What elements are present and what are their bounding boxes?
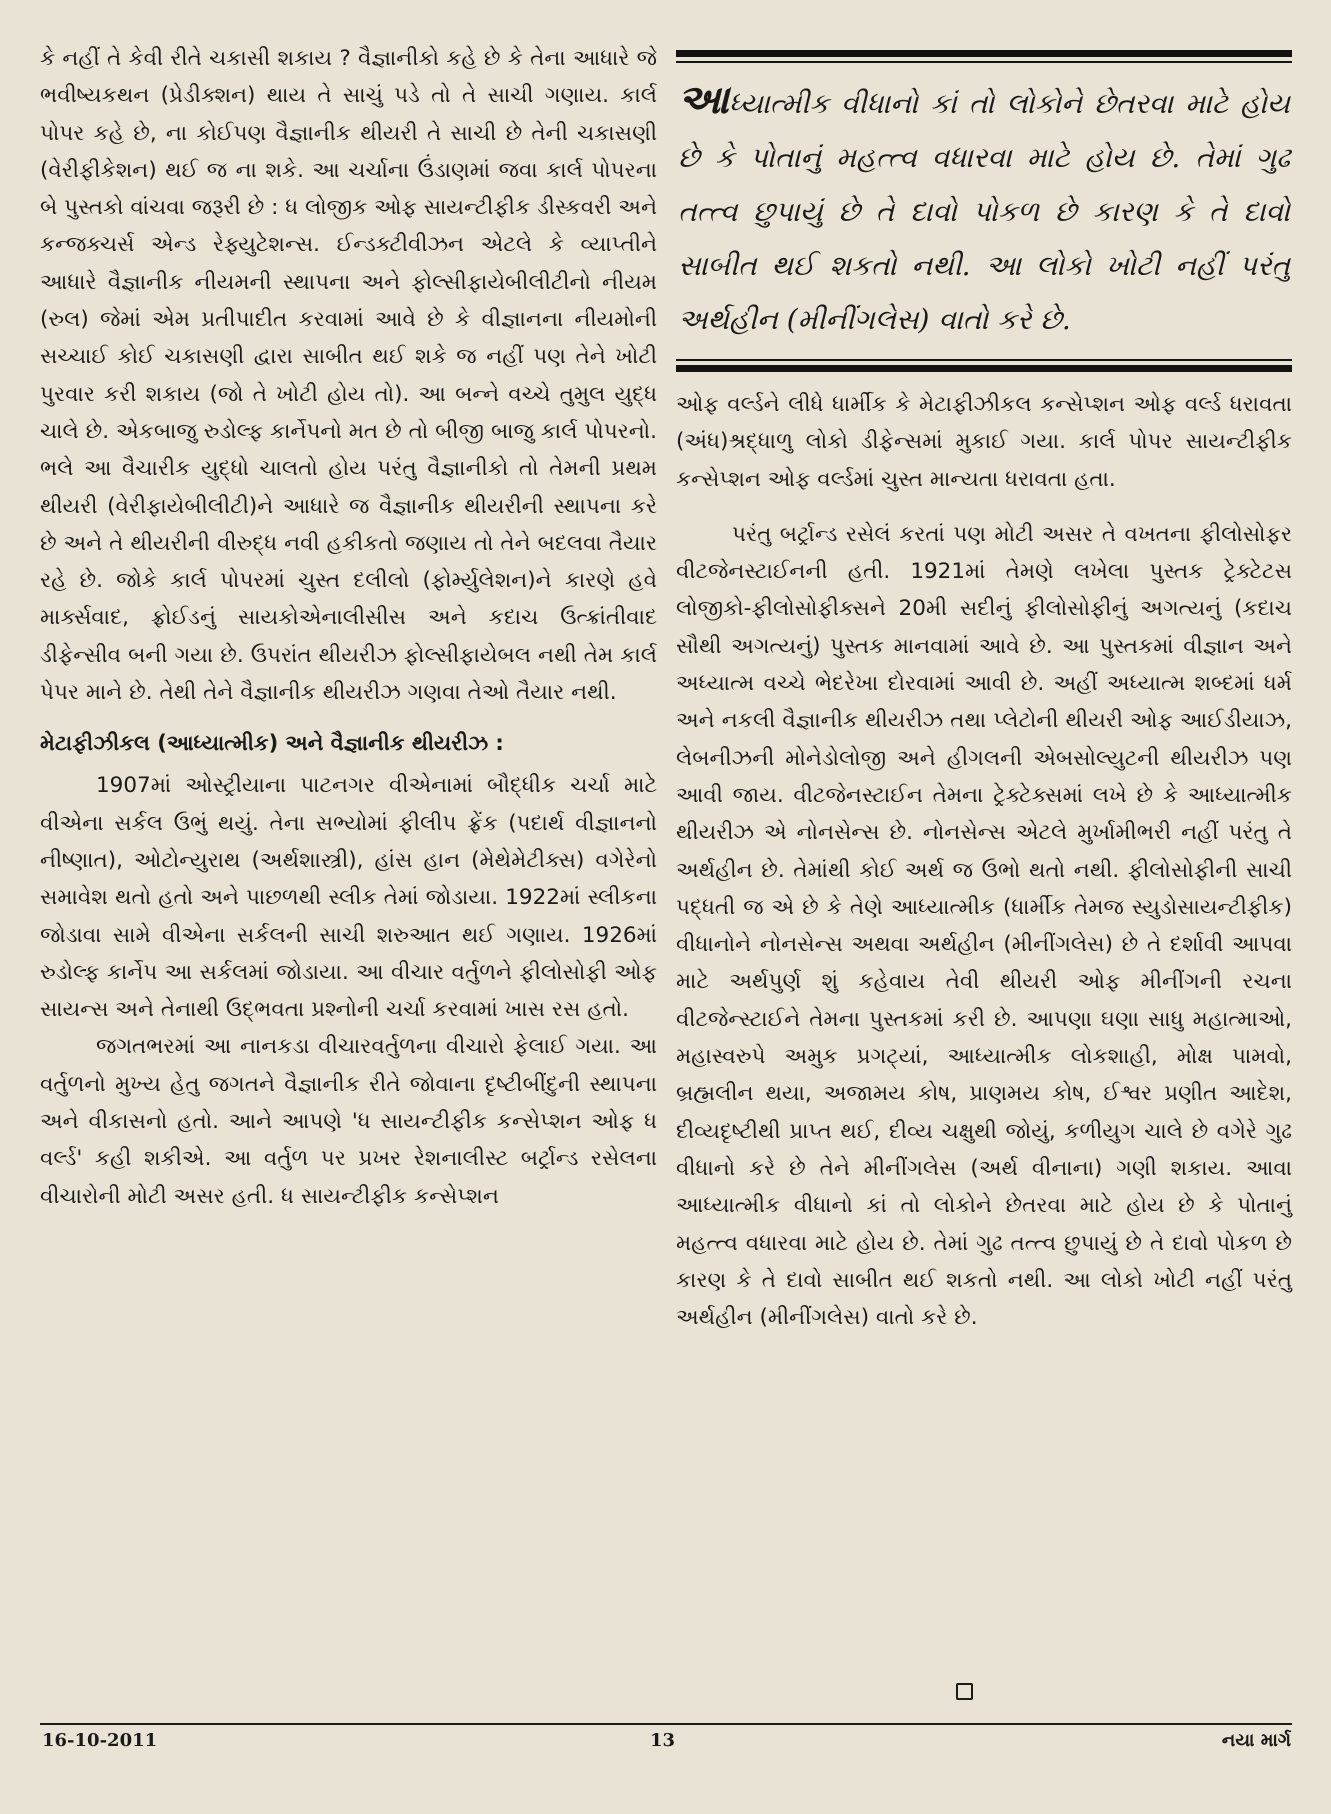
end-of-article-square-icon: [956, 1683, 973, 1700]
footer-page-number: 13: [650, 1730, 676, 1751]
pull-quote-top-rule: [676, 50, 1292, 57]
footer-rule: [40, 1723, 1292, 1725]
left-paragraph-1: કે નહીં તે કેવી રીતે ચકાસી શકાય ? વૈજ્ઞાનીકો કહે છે કે તેના આધારે જે ભવીષ્યકથન (પ્રેડીક્શન) થાય તે સાચું પડે તો તે સાચી ગણાય. કાર્લ પોપર કહે છે, ના કોઈપણ વૈજ્ઞાનીક થીયરી તે સાચી છે તેની ચકાસણી (વેરીફીકેશન) થઈ જ ના શકે. આ ચર્ચાના ઉંડાણમાં જવા કાર્લ પોપરના બે પુસ્તકો વાંચવા જરૂરી છે : ધ લોજીક ઓફ સાયન્ટીફીક ડીસ્કવરી અને કન્જક્ચર્સ એન્ડ રેફ્યુટેશન્સ. ઈન્ડક્ટીવીઝન એટલે કે વ્યાપ્તીને આધારે વૈજ્ઞાનીક નીયમની સ્થાપના અને ફોલ્સીફાયેબીલીટીનો નીયમ (રુલ) જેમાં એમ પ્રતીપાદીત કરવામાં આવે છે કે વીજ્ઞાનના નીયમોની સચ્ચાઈ કોઈ ચકાસણી દ્વારા સાબીત થઈ શકે જ નહીં પણ તેને ખોટી પુરવાર કરી શકાય (જો તે ખોટી હોય તો). આ બન્ને વચ્ચે તુમુલ યુદ્ધ ચાલે છે. એકબાજુ રુડોલ્ફ કાર્નેપનો મત છે તો બીજી બાજુ કાર્લ પોપરનો. ભલે આ વૈચારીક યુદ્ધો ચાલતો હોય પરંતુ વૈજ્ઞાનીકો તો તેમની પ્રથમ થીયરી (વેરીફાયેબીલીટી)ને આધારે જ વૈજ્ઞાનીક થીયરીની સ્થાપના કરે છે અને તે થીયરીની વીરુદ્ધ નવી હકીકતો જણાય તો તેને બદલવા તૈયાર રહે છે. જોકે કાર્લ પોપરમાં ચુસ્ત દલીલો (ફોર્મ્યુલેશન)ને કારણે હવે માર્ક્સવાદ, ફ્રોઈડનું સાયકોએનાલીસીસ અને કદાચ ઉત્ક્રાંતીવાદ ડીફેન્સીવ બની ગયા છે. ઉપરાંત થીયરીઝ ફોલ્સીફાયેબલ નથી તેમ કાર્લ પેપર માને છે. તેથી તેને વૈજ્ઞાનીક થીયરીઝ ગણવા તેઓ તૈયાર નથી.: [40, 46, 657, 706]
pull-quote-bottom-rule: [676, 365, 1292, 372]
pull-quote: [676, 50, 1292, 372]
footer-date: 16-10-2011: [42, 1730, 158, 1751]
left-paragraph-3: જગતભરમાં આ નાનકડા વીચારવર્તુળના વીચારો ફેલાઈ ગયા. આ વર્તુળનો મુખ્ય હેતુ જગતને વૈજ્ઞાનીક રીતે જોવાના દૃષ્ટીબીંદુની સ્થાપના અને વીકાસનો હતો. આને આપણે 'ધ સાયન્ટીફીક કન્સેપ્શન ઓફ ધ વર્લ્ડ' કહી શકીએ. આ વર્તુળ પર પ્રખર રેશનાલીસ્ટ બર્ટ્રાન્ડ રસેલના વીચારોની મોટી અસર હતી. ધ સાયન્ટીફીક કન્સેપ્શન: [40, 1034, 657, 1209]
left-column: [40, 40, 657, 1215]
right-column: [676, 40, 1292, 1336]
pull-quote-body: ધ્યાત્મીક વીધાનો કાં તો લોકોને છેતરવા માટે હોય છે કે પોતાનું મહત્ત્વ વધારવા માટે હોય છે. તેમાં ગુઢ તત્ત્વ છુપાયું છે તે દાવો પોકળ છે કારણ કે તે દાવો સાબીત થઈ શકતો નથી. આ લોકો ખોટી નહીં પરંતુ અર્થહીન (મીનીંગલેસ) વાતો કરે છે.: [678, 87, 1290, 336]
footer-magazine-name: નયા માર્ગ: [1221, 1730, 1291, 1751]
right-paragraph-1: ઓફ વર્લ્ડને લીધે ધાર્મીક કે મેટાફીઝીકલ કન્સેપ્શન ઓફ વર્લ્ડ ધરાવતા (અંધ)શ્રદ્ધાળુ લોકો ડીફેન્સમાં મુકાઈ ગયા. કાર્લ પોપર સાયન્ટીફીક કન્સેપ્શન ઓફ વર્લ્ડમાં ચુસ્ત માન્યતા ધરાવતા હતા.: [676, 392, 1292, 492]
pull-quote-text: [676, 63, 1292, 359]
pull-quote-bottom-thin-rule: [676, 359, 1292, 361]
pull-quote-dropcap: આ: [678, 76, 729, 123]
left-paragraph-2: 1907માં ઓસ્ટ્રીયાના પાટનગર વીએનામાં બૌદ્ધીક ચર્ચા માટે વીએના સર્કલ ઉભું થયું. તેના સભ્યોમાં ફીલીપ ફ્રેંક (પદાર્થ વીજ્ઞાનનો નીષ્ણાત), ઓટોન્યુરાથ (અર્થશાસ્ત્રી), હાંસ હાન (મેથેમેટીક્સ) વગેરેનો સમાવેશ થતો હતો અને પાછળથી સ્લીક તેમાં જોડાયા. 1922માં સ્લીકના જોડાવા સામે વીએના સર્કલની સાચી શરુઆત થઈ ગણાય. 1926માં રુડોલ્ફ કાર્નેપ આ સર્કલમાં જોડાયા. આ વીચાર વર્તુળને ફીલોસોફી ઓફ સાયન્સ અને તેનાથી ઉદ્‌ભવતા પ્રશ્નોની ચર્ચા કરવામાં ખાસ રસ હતો.: [40, 773, 657, 1023]
section-subheading: મેટાફીઝીકલ (આધ્યાત્મીક) અને વૈજ્ઞાનીક થીયરીઝ :: [40, 731, 504, 756]
right-paragraph-2: પરંતુ બર્ટ્રાન્ડ રસેલં કરતાં પણ મોટી અસર તે વખતના ફીલોસોફર વીટજેનસ્ટાઈનની હતી. 1921માં તેમણે લખેલા પુસ્તક ટ્રેક્ટેટસ લોજીકો-ફીલોસોફીક્સને 20મી સદીનું ફીલોસોફીનું અગત્યનું (કદાચ સૌથી અગત્યનું) પુસ્તક માનવામાં આવે છે. આ પુસ્તકમાં વીજ્ઞાન અને અધ્યાત્મ વચ્ચે ભેદરેખા દોરવામાં આવી છે. અહીં અધ્યાત્મ શબ્દમાં ધર્મ અને નકલી વૈજ્ઞાનીક થીયરીઝ તથા પ્લેટોની થીયરી ઓફ આઈડીયાઝ, લેબનીઝની મોનેડોલોજી અને હીગલની એબસોલ્યુટની થીયરીઝ પણ આવી જાય. વીટજેનસ્ટાઈન તેમના ટ્રેક્ટેક્સમાં લખે છે કે આધ્યાત્મીક થીયરીઝ એ નોનસેન્સ છે. નોનસેન્સ એટલે મુર્ખામીભરી નહીં પરંતુ તે અર્થહીન છે. તેમાંથી કોઈ અર્થ જ ઉભો થતો નથી. ફીલોસોફીની સાચી પદ્ધતી જ એ છે કે તેણે આધ્યાત્મીક (ધાર્મીક તેમજ સ્યુડોસાયન્ટીફીક) વીધાનોને નોનસેન્સ અથવા અર્થહીન (મીનીંગલેસ) છે તે દર્શાવી આપવા માટે અર્થપુર્ણ શું કહેવાય તેવી થીયરી ઓફ મીનીંગની રચના વીટજેન્સ્ટાઈને તેમના પુસ્તકમાં કરી છે. આપણા ઘણા સાધુ મહાત્માઓ, મહાસ્વરુપે અમુક પ્રગટ્યાં, આધ્યાત્મીક લોકશાહી, મોક્ષ પામવો, બ્રહ્મલીન થયા, અજામય કોષ, પ્રાણમય કોષ, ઈશ્વર પ્રણીત આદેશ, દીવ્યદૃષ્ટીથી પ્રાપ્ત થઈ, દીવ્ય ચક્ષુથી જોયું, કળીયુગ ચાલે છે વગેરે ગુઢ વીધાનો કરે છે તેને મીનીંગલેસ (અર્થ વીનાના) ગણી શકાય. આવા આધ્યાત્મીક વીધાનો કાં તો લોકોને છેતરવા માટે હોય છે કે પોતાનું મહત્ત્વ વધારવા માટે હોય છે. તેમાં ગુઢ તત્ત્વ છુપાયું છે તે દાવો પોકળ છે કારણ કે તે દાવો સાબીત થઈ શકતો નથી. આ લોકો ખોટી નહીં પરંતુ અર્થહીન (મીનીંગલેસ) વાતો કરે છે.: [676, 521, 1292, 1331]
